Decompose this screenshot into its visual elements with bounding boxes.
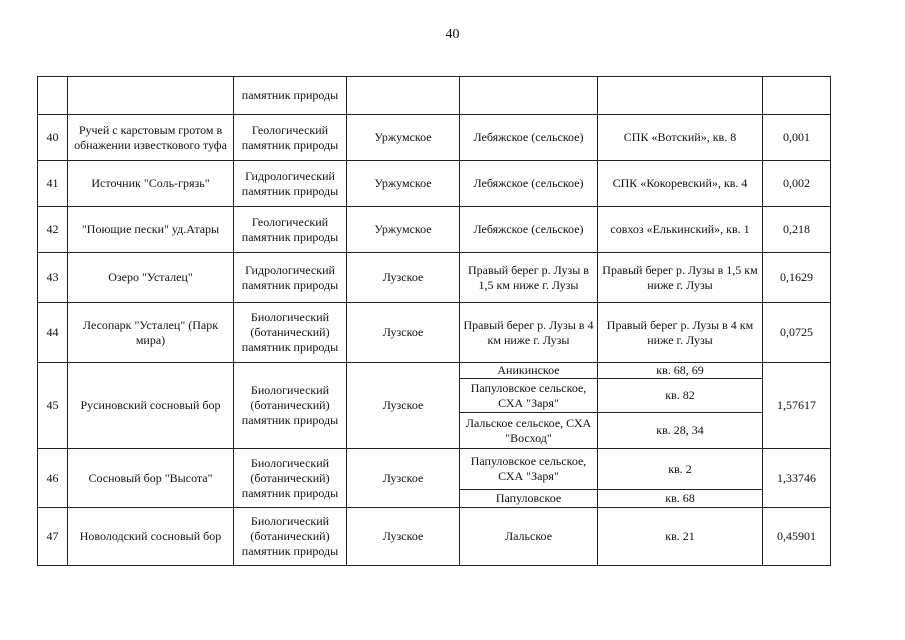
- cell-forestry: Лебяжское (сельское): [460, 161, 598, 207]
- table-row: [38, 115, 831, 161]
- cell-name: Источник "Соль-грязь": [68, 161, 234, 207]
- cell-type: Гидрологический памятник природы: [234, 161, 347, 207]
- cell-forestry: Лальское сельское, СХА "Восход": [460, 413, 598, 449]
- cell-name: [68, 77, 234, 115]
- cell-location: Правый берег р. Лузы в 1,5 км ниже г. Лузы: [598, 253, 763, 303]
- cell-district: Лузское: [347, 363, 460, 449]
- cell-location: кв. 28, 34: [598, 413, 763, 449]
- table-row: [38, 161, 831, 207]
- table-row: [38, 207, 831, 253]
- cell-district: Лузское: [347, 303, 460, 363]
- cell-num: 45: [38, 363, 68, 449]
- table-row: [38, 508, 831, 566]
- cell-name: Лесопарк "Усталец" (Парк мира): [68, 303, 234, 363]
- cell-location: кв. 68, 69: [598, 363, 763, 379]
- cell-location: [598, 77, 763, 115]
- cell-type: Биологический (ботанический) памятник природы: [234, 363, 347, 449]
- cell-num: 43: [38, 253, 68, 303]
- cell-type: Гидрологический памятник природы: [234, 253, 347, 303]
- cell-forestry: Правый берег р. Лузы в 1,5 км ниже г. Лузы: [460, 253, 598, 303]
- cell-district: Уржумское: [347, 161, 460, 207]
- cell-name: Сосновый бор "Высота": [68, 449, 234, 508]
- cell-location: СПК «Кокоревский», кв. 4: [598, 161, 763, 207]
- cell-district: Лузское: [347, 508, 460, 566]
- cell-num: 46: [38, 449, 68, 508]
- table-row-carry-over: [38, 77, 831, 115]
- cell-name: Русиновский сосновый бор: [68, 363, 234, 449]
- cell-name: "Поющие пески" уд.Атары: [68, 207, 234, 253]
- cell-type: Биологический (ботанический) памятник природы: [234, 303, 347, 363]
- cell-forestry: Папуловское: [460, 490, 598, 508]
- cell-num: [38, 77, 68, 115]
- cell-num: 41: [38, 161, 68, 207]
- cell-area: 0,45901: [763, 508, 831, 566]
- cell-district: Лузское: [347, 253, 460, 303]
- cell-type: Геологический памятник природы: [234, 207, 347, 253]
- table-row: [38, 449, 831, 490]
- cell-location: кв. 2: [598, 449, 763, 490]
- cell-area: 0,001: [763, 115, 831, 161]
- cell-type: Геологический памятник природы: [234, 115, 347, 161]
- cell-forestry: [460, 77, 598, 115]
- cell-location: совхоз «Елькинский», кв. 1: [598, 207, 763, 253]
- cell-area: 0,218: [763, 207, 831, 253]
- cell-area: 0,0725: [763, 303, 831, 363]
- table-row: [38, 363, 831, 379]
- cell-forestry: Лальское: [460, 508, 598, 566]
- cell-num: 47: [38, 508, 68, 566]
- cell-forestry: Лебяжское (сельское): [460, 115, 598, 161]
- cell-district: Лузское: [347, 449, 460, 508]
- cell-forestry: Папуловское сельское, СХА "Заря": [460, 379, 598, 413]
- cell-area: 0,1629: [763, 253, 831, 303]
- cell-location: СПК «Вотский», кв. 8: [598, 115, 763, 161]
- cell-name: Озеро "Усталец": [68, 253, 234, 303]
- cell-district: Уржумское: [347, 207, 460, 253]
- cell-location: Правый берег р. Лузы в 4 км ниже г. Лузы: [598, 303, 763, 363]
- cell-area: 1,57617: [763, 363, 831, 449]
- cell-type: Биологический (ботанический) памятник природы: [234, 508, 347, 566]
- cell-num: 44: [38, 303, 68, 363]
- cell-area: 0,002: [763, 161, 831, 207]
- cell-num: 40: [38, 115, 68, 161]
- cell-forestry: Правый берег р. Лузы в 4 км ниже г. Лузы: [460, 303, 598, 363]
- cell-district: [347, 77, 460, 115]
- page-number: 40: [445, 27, 460, 42]
- cell-num: 42: [38, 207, 68, 253]
- cell-area: [763, 77, 831, 115]
- cell-area: 1,33746: [763, 449, 831, 508]
- cell-forestry: Лебяжское (сельское): [460, 207, 598, 253]
- cell-name: Новолодский сосновый бор: [68, 508, 234, 566]
- cell-name: Ручей с карстовым гротом в обнажении известкового туфа: [68, 115, 234, 161]
- cell-forestry: Аникинское: [460, 363, 598, 379]
- cell-location: кв. 68: [598, 490, 763, 508]
- cell-district: Уржумское: [347, 115, 460, 161]
- table-row: [38, 253, 831, 303]
- cell-type: Биологический (ботанический) памятник природы: [234, 449, 347, 508]
- table-row: [38, 303, 831, 363]
- cell-type: памятник природы: [234, 77, 347, 115]
- cell-location: кв. 82: [598, 379, 763, 413]
- cell-forestry: Папуловское сельское, СХА "Заря": [460, 449, 598, 490]
- protected-areas-table: [37, 76, 831, 566]
- cell-location: кв. 21: [598, 508, 763, 566]
